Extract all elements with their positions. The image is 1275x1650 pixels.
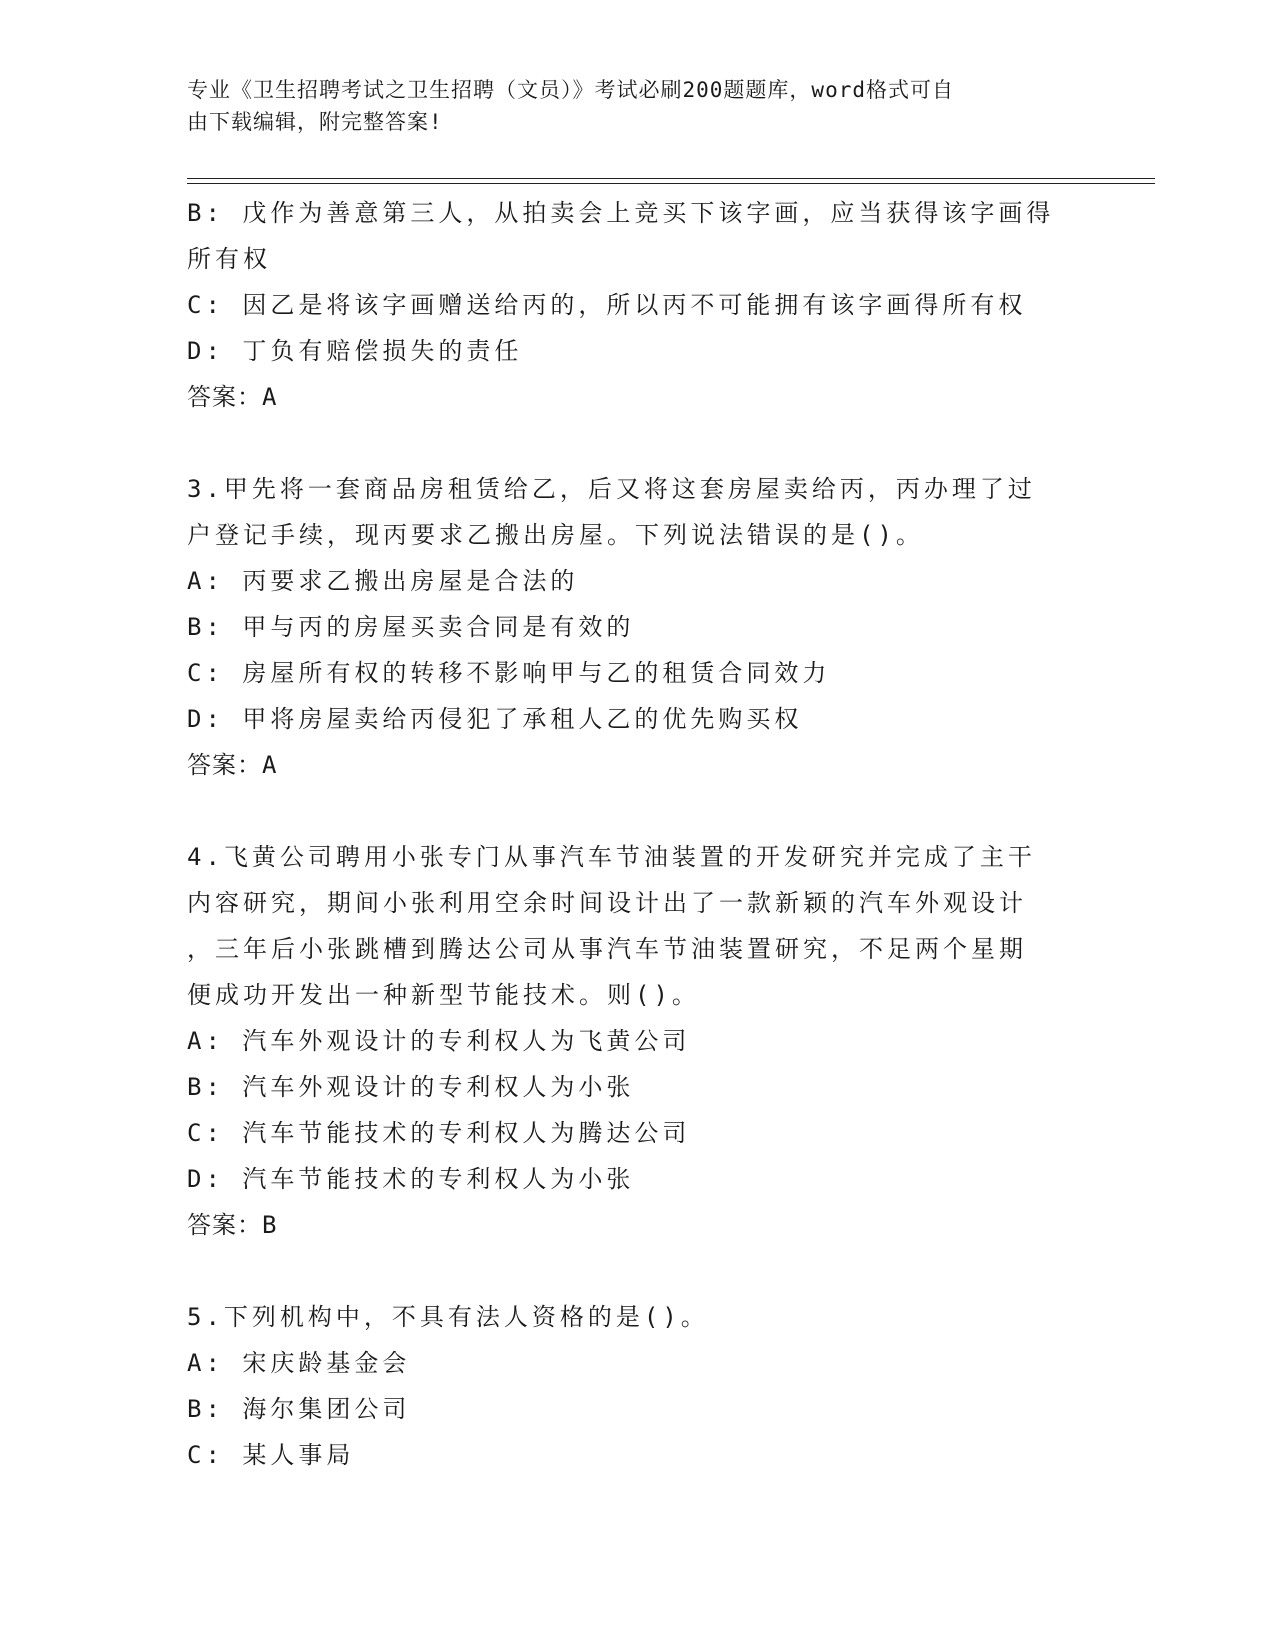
option-a: A: 丙要求乙搬出房屋是合法的 — [187, 567, 579, 595]
option-c: C: 汽车节能技术的专利权人为腾达公司 — [187, 1119, 691, 1147]
option-c: C: 因乙是将该字画赠送给丙的，所以丙不可能拥有该字画得所有权 — [187, 291, 1027, 319]
document-header — [187, 74, 1087, 138]
option-b: B: 甲与丙的房屋买卖合同是有效的 — [187, 613, 635, 641]
header-divider-bottom — [187, 183, 1155, 184]
header-title-line-1: 专业《卫生招聘考试之卫生招聘（文员）》考试必刷200题题库，word格式可自 — [187, 78, 954, 102]
spacer — [187, 420, 1077, 466]
spacer — [187, 788, 1077, 834]
question-stem-line-2: 内容研究，期间小张利用空余时间设计出了一款新颖的汽车外观设计 — [187, 889, 1027, 917]
option-b: B: 汽车外观设计的专利权人为小张 — [187, 1073, 635, 1101]
option-d: D: 汽车节能技术的专利权人为小张 — [187, 1165, 635, 1193]
question-2-continued — [187, 190, 1077, 420]
header-title-line-2: 由下载编辑，附完整答案! — [187, 110, 443, 134]
question-stem-line-1: 4.飞黄公司聘用小张专门从事汽车节油装置的开发研究并完成了主干 — [187, 843, 1036, 871]
question-stem-line-4: 便成功开发出一种新型节能技术。则()。 — [187, 981, 700, 1009]
option-a: A: 汽车外观设计的专利权人为飞黄公司 — [187, 1027, 691, 1055]
option-b-line-2: 所有权 — [187, 245, 271, 273]
answer-label: 答案：A — [187, 751, 278, 779]
option-d: D: 丁负有赔偿损失的责任 — [187, 337, 523, 365]
question-stem-line-1: 5.下列机构中，不具有法人资格的是()。 — [187, 1303, 709, 1331]
header-divider-top — [187, 178, 1155, 179]
question-3 — [187, 466, 1077, 788]
option-c: C: 某人事局 — [187, 1441, 355, 1469]
question-stem-line-3: ，三年后小张跳槽到腾达公司从事汽车节油装置研究，不足两个星期 — [187, 935, 1027, 963]
spacer — [187, 1248, 1077, 1294]
question-4 — [187, 834, 1077, 1248]
option-b-line-1: B: 戊作为善意第三人，从拍卖会上竞买下该字画，应当获得该字画得 — [187, 199, 1055, 227]
question-5 — [187, 1294, 1077, 1478]
question-list — [187, 190, 1077, 1478]
answer-label: 答案：A — [187, 383, 278, 411]
option-b: B: 海尔集团公司 — [187, 1395, 411, 1423]
option-a: A: 宋庆龄基金会 — [187, 1349, 411, 1377]
option-d: D: 甲将房屋卖给丙侵犯了承租人乙的优先购买权 — [187, 705, 803, 733]
question-stem-line-2: 户登记手续，现丙要求乙搬出房屋。下列说法错误的是()。 — [187, 521, 924, 549]
option-c: C: 房屋所有权的转移不影响甲与乙的租赁合同效力 — [187, 659, 831, 687]
question-stem-line-1: 3.甲先将一套商品房租赁给乙，后又将这套房屋卖给丙，丙办理了过 — [187, 475, 1036, 503]
answer-label: 答案：B — [187, 1211, 278, 1239]
